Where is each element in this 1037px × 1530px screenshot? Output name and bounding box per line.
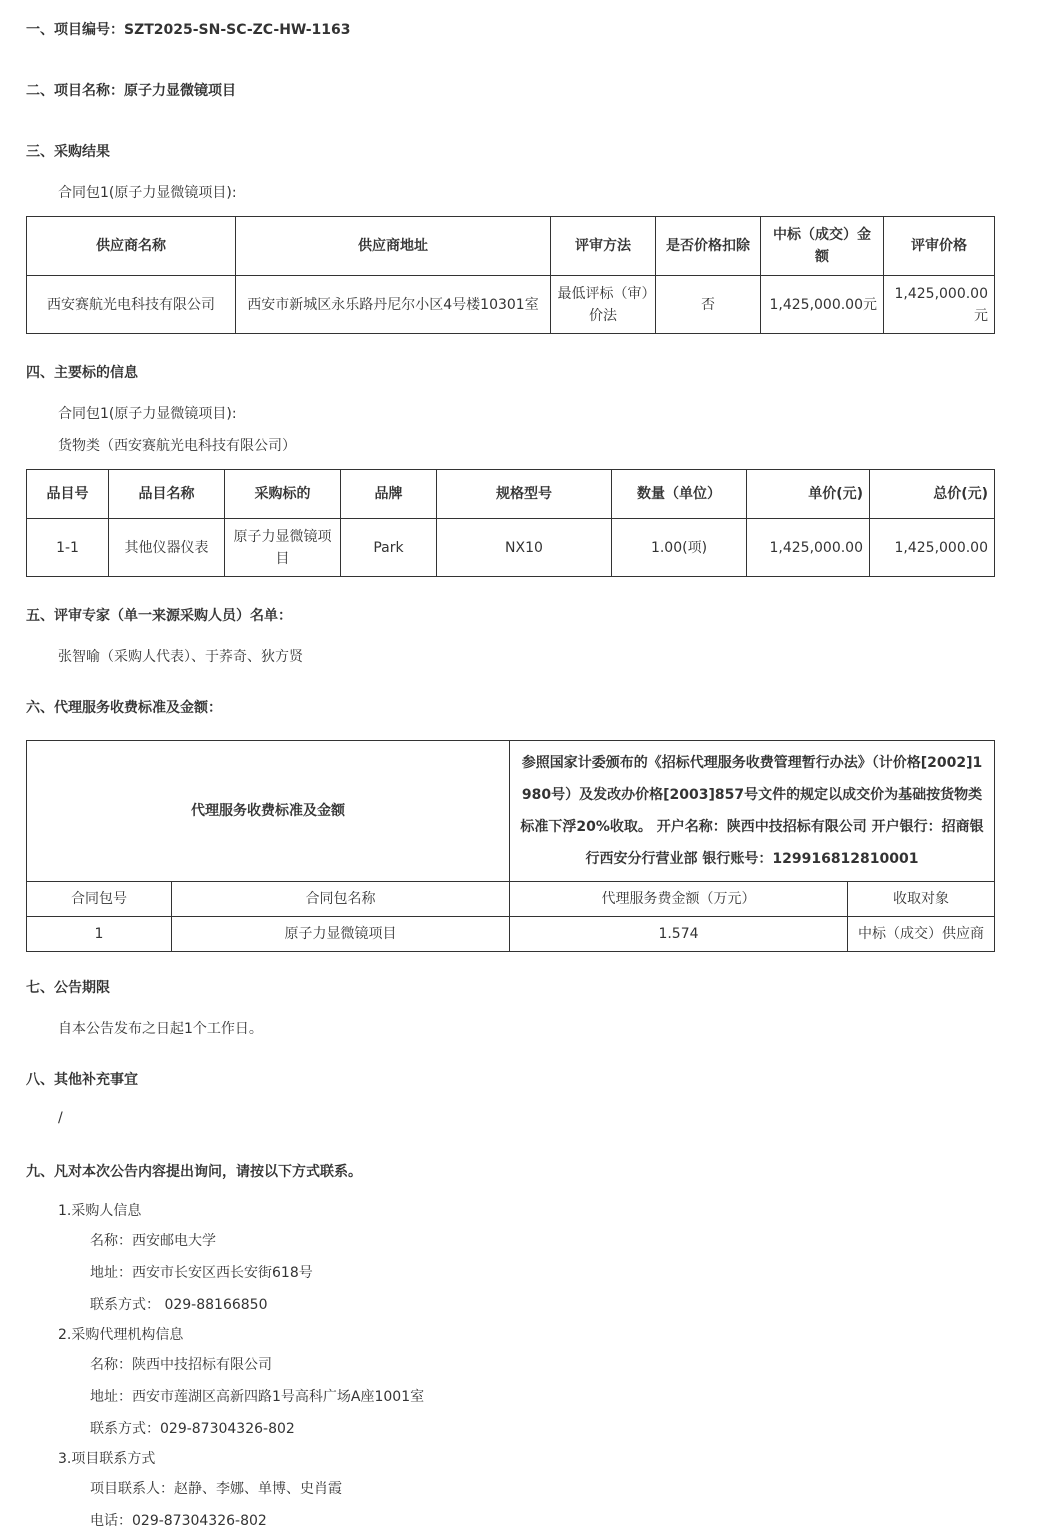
header-unit-price: 单价(元): [747, 470, 870, 519]
fee-standard-label: 代理服务收费标准及金额: [27, 741, 510, 882]
other-matters-heading: 八、其他补充事宜: [26, 1072, 138, 1088]
cell-subject: 原子力显微镜项目: [225, 519, 341, 577]
agency-fee-table: [26, 740, 995, 952]
table-row: [27, 519, 995, 577]
header-fee-amount: 代理服务费金额（万元）: [510, 882, 848, 917]
result-table: [26, 216, 995, 334]
header-package-name: 合同包名称: [172, 882, 510, 917]
header-item-name: 品目名称: [109, 470, 225, 519]
cell-supplier-name: 西安赛航光电科技有限公司: [27, 276, 236, 334]
project-number-value: SZT2025-SN-SC-ZC-HW-1163: [124, 22, 351, 38]
header-price-deduction: 是否价格扣除: [656, 217, 761, 276]
project-contact-title: 3.项目联系方式: [58, 1451, 156, 1467]
main-subject-heading: 四、主要标的信息: [26, 365, 138, 381]
table-row: [27, 276, 995, 334]
header-subject: 采购标的: [225, 470, 341, 519]
cell-supplier-address: 西安市新城区永乐路丹尼尔小区4号楼10301室: [236, 276, 551, 334]
table-row: [27, 917, 995, 952]
cell-review-price: 1,425,000.00元: [884, 276, 995, 334]
header-supplier-address: 供应商地址: [236, 217, 551, 276]
cell-brand: Park: [341, 519, 437, 577]
cell-package-no: 1: [27, 917, 172, 952]
purchaser-info-title: 1.采购人信息: [58, 1203, 142, 1219]
header-review-method: 评审方法: [551, 217, 656, 276]
cell-model: NX10: [437, 519, 612, 577]
table-header-row: [27, 217, 995, 276]
procurement-result-heading: 三、采购结果: [26, 144, 110, 160]
table-header-row: [27, 470, 995, 519]
header-brand: 品牌: [341, 470, 437, 519]
subject-table: [26, 469, 995, 577]
experts-heading: 五、评审专家（单一来源采购人员）名单：: [26, 608, 292, 624]
cell-item-name: 其他仪器仪表: [109, 519, 225, 577]
purchaser-address: 地址：西安市长安区西长安街618号: [90, 1265, 313, 1281]
header-quantity: 数量（单位）: [612, 470, 747, 519]
header-item-no: 品目号: [27, 470, 109, 519]
cell-package-name: 原子力显微镜项目: [172, 917, 510, 952]
cell-unit-price: 1,425,000.00: [747, 519, 870, 577]
fee-standard-text: 参照国家计委颁布的《招标代理服务收费管理暂行办法》（计价格[2002]1980号）及发改办价格[2003]857号文件的规定以成交价为基础按货物类标准下浮20%收取。 开户名称：陕西中技招标有限公司 开户银行：招商银行西安分行营业部 银行账号：129916812810001: [510, 741, 995, 882]
cell-price-deduction: 否: [656, 276, 761, 334]
project-phone: 电话：029-87304326-802: [90, 1513, 267, 1529]
agency-info-title: 2.采购代理机构信息: [58, 1327, 184, 1343]
cell-quantity: 1.00(项): [612, 519, 747, 577]
package-label-2: 合同包1(原子力显微镜项目):: [58, 406, 237, 422]
goods-category: 货物类（西安赛航光电科技有限公司）: [58, 438, 296, 454]
cell-review-method: 最低评标（审）价法: [551, 276, 656, 334]
project-number-label: 一、项目编号：: [26, 22, 124, 38]
agency-contact: 联系方式：029-87304326-802: [90, 1421, 295, 1437]
header-total-price: 总价(元): [870, 470, 995, 519]
project-number-heading: [26, 19, 351, 39]
cell-fee-amount: 1.574: [510, 917, 848, 952]
contact-heading: 九、凡对本次公告内容提出询问，请按以下方式联系。: [26, 1164, 362, 1180]
experts-list: 张智喻（采购人代表）、于荞奇、狄方贤: [58, 649, 303, 665]
header-supplier-name: 供应商名称: [27, 217, 236, 276]
project-name-heading: [26, 80, 236, 100]
project-name-value: 原子力显微镜项目: [124, 83, 236, 99]
header-payer: 收取对象: [848, 882, 995, 917]
agency-fee-heading: 六、代理服务收费标准及金额：: [26, 700, 222, 716]
cell-item-no: 1-1: [27, 519, 109, 577]
cell-award-amount: 1,425,000.00元: [761, 276, 884, 334]
project-name-label: 二、项目名称：: [26, 83, 124, 99]
purchaser-contact: 联系方式： 029-88166850: [90, 1297, 268, 1313]
header-award-amount: 中标（成交）金额: [761, 217, 884, 276]
fee-standard-row: [27, 741, 995, 882]
table-header-row: [27, 882, 995, 917]
header-review-price: 评审价格: [884, 217, 995, 276]
agency-address: 地址：西安市莲湖区高新四路1号高科广场A座1001室: [90, 1389, 425, 1405]
cell-payer: 中标（成交）供应商: [848, 917, 995, 952]
notice-period-heading: 七、公告期限: [26, 980, 110, 996]
header-model: 规格型号: [437, 470, 612, 519]
other-matters-text: /: [58, 1110, 63, 1126]
purchaser-name: 名称：西安邮电大学: [90, 1233, 216, 1249]
agency-name: 名称：陕西中技招标有限公司: [90, 1357, 272, 1373]
package-label: 合同包1(原子力显微镜项目):: [58, 185, 237, 201]
project-contacts: 项目联系人：赵静、李娜、单博、史肖霞: [90, 1481, 342, 1497]
notice-period-text: 自本公告发布之日起1个工作日。: [58, 1021, 263, 1037]
header-package-no: 合同包号: [27, 882, 172, 917]
cell-total-price: 1,425,000.00: [870, 519, 995, 577]
